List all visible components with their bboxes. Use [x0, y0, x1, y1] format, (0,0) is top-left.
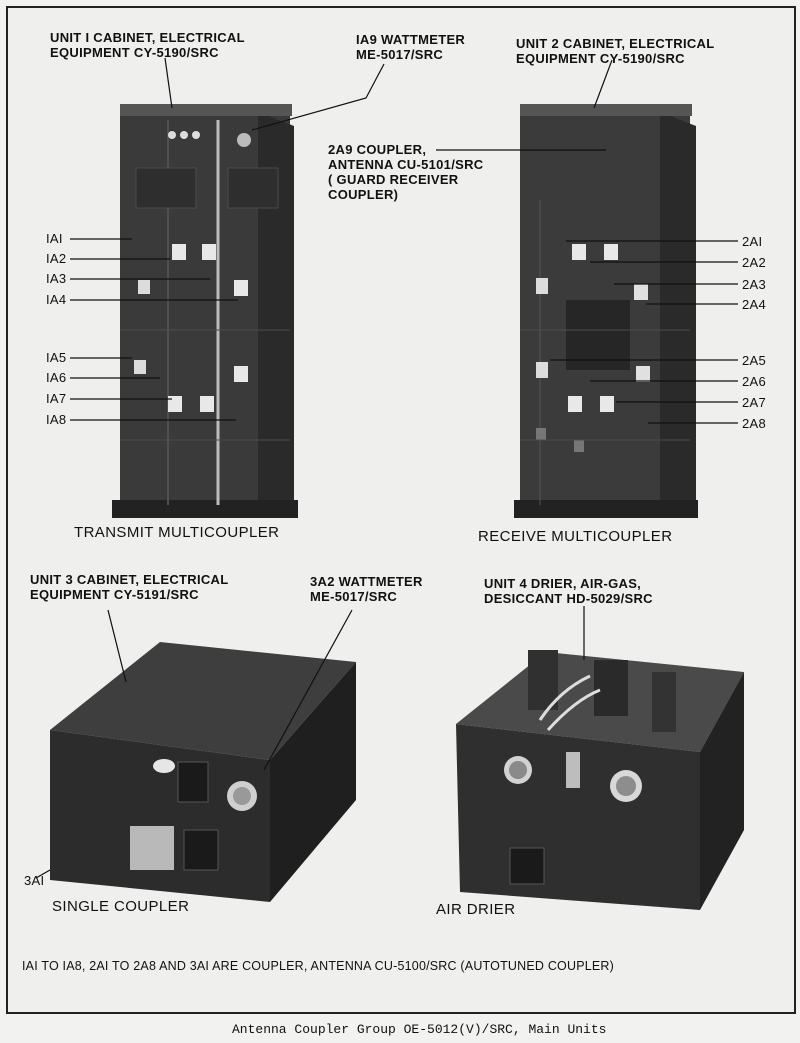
tag-1a2: IA2 — [46, 251, 67, 266]
figure-caption: Antenna Coupler Group OE-5012(V)/SRC, Main Units — [232, 1022, 607, 1037]
caption-receive: RECEIVE MULTICOUPLER — [478, 528, 673, 545]
unit1-label: UNIT I CABINET, ELECTRICAL EQUIPMENT CY-5190/SRC — [50, 30, 245, 60]
tag-1a1: IAI — [46, 231, 63, 246]
tag-2a8: 2A8 — [742, 416, 767, 431]
tag-1a8: IA8 — [46, 412, 67, 427]
wattmeter3-label: 3A2 WATTMETER ME-5017/SRC — [310, 574, 423, 604]
air-drier-photo — [456, 650, 744, 910]
tag-2a7: 2A7 — [742, 395, 767, 410]
coupler-2a9-label: 2A9 COUPLER, ANTENNA CU-5101/SRC ( GUARD RECEIVER COUPLER) — [328, 142, 484, 202]
tag-1a7: IA7 — [46, 391, 67, 406]
caption-transmit: TRANSMIT MULTICOUPLER — [74, 524, 280, 541]
tag-2a2: 2A2 — [742, 255, 767, 270]
caption-single: SINGLE COUPLER — [52, 898, 190, 915]
tag-2a3: 2A3 — [742, 277, 767, 292]
transmit-cabinet-photo — [112, 104, 298, 518]
footnote: IAI TO IA8, 2AI TO 2A8 AND 3AI ARE COUPLER, ANTENNA CU-5100/SRC (AUTOTUNED COUPLER) — [22, 959, 615, 973]
unit4-label: UNIT 4 DRIER, AIR-GAS, DESICCANT HD-5029/SRC — [484, 576, 653, 606]
unit3-label: UNIT 3 CABINET, ELECTRICAL EQUIPMENT CY-5191/SRC — [30, 572, 229, 602]
unit2-label: UNIT 2 CABINET, ELECTRICAL EQUIPMENT CY-5190/SRC — [516, 36, 715, 66]
tag-1a6: IA6 — [46, 370, 67, 385]
tag-1a5: IA5 — [46, 350, 67, 365]
tag-2a5: 2A5 — [742, 353, 767, 368]
wattmeter1-label: IA9 WATTMETER ME-5017/SRC — [356, 32, 466, 62]
tag-2a1: 2AI — [742, 234, 763, 249]
tag-2a4: 2A4 — [742, 297, 767, 312]
tag-1a4: IA4 — [46, 292, 67, 307]
tag-2a6: 2A6 — [742, 374, 767, 389]
single-coupler-photo — [50, 642, 356, 902]
caption-drier: AIR DRIER — [436, 901, 516, 918]
tag-3a1: 3AI — [24, 873, 45, 888]
receive-cabinet-photo — [514, 104, 698, 518]
tag-1a3: IA3 — [46, 271, 67, 286]
